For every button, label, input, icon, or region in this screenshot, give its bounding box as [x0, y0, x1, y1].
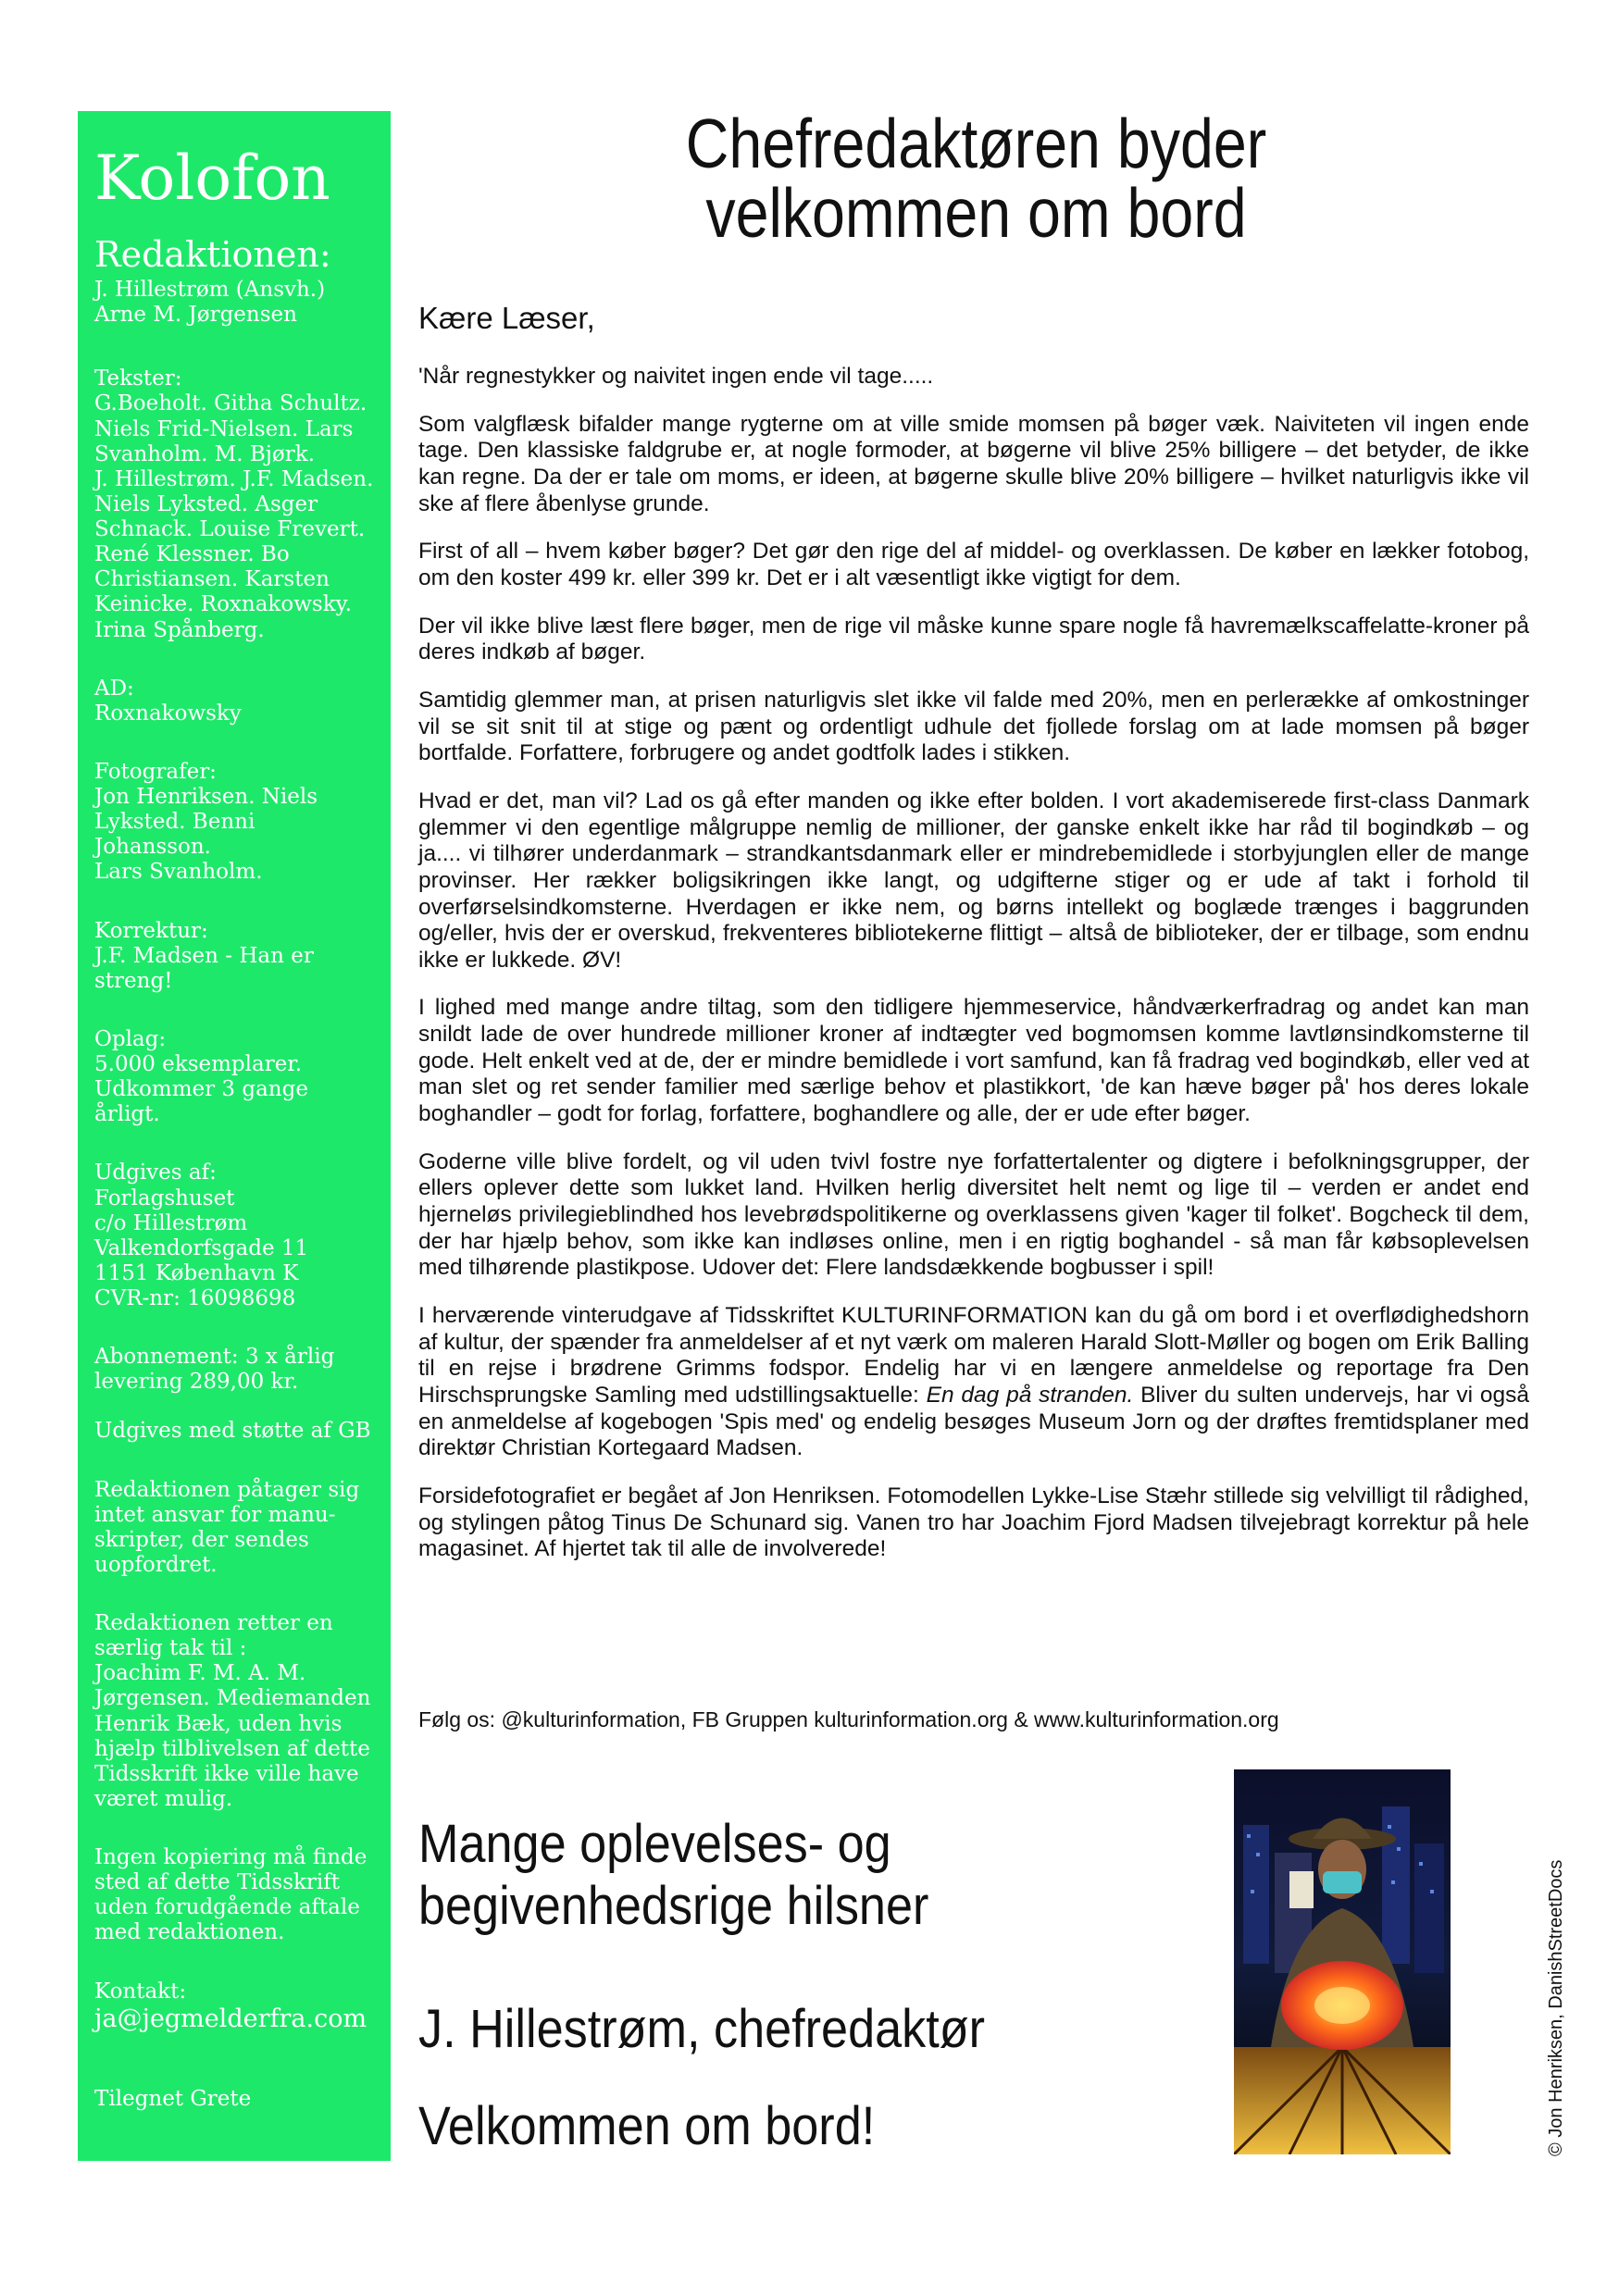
- kolofon-sidebar: [78, 111, 391, 2211]
- korrektur-block: Korrektur: J.F. Madsen - Han er streng!: [94, 918, 314, 993]
- article-body: [418, 364, 1529, 1584]
- ad-block: AD: Roxnakowsky: [94, 676, 242, 726]
- fotografer-block: Fotografer: Jon Henriksen. Niels Lyksted. Benni Johansson. Lars Svanholm.: [94, 759, 318, 885]
- photo-credit: © Jon Henriksen, DanishStreetDocs: [1546, 1859, 1566, 2156]
- cover-photo: [1234, 1769, 1451, 2154]
- kontakt-email[interactable]: ja@jegmelderfra.com: [94, 2004, 367, 2033]
- tilegnet-text: Tilegnet Grete: [94, 2087, 252, 2112]
- article-paragraph: 'Når regnestykker og naivitet ingen ende vil tage.....: [418, 364, 934, 389]
- kopiering-block: Ingen kopiering må finde sted af dette Tidsskrift uden forudgående aftale med redaktionen.: [94, 1845, 367, 1945]
- issn-text: ISSN 2794-8625: [94, 2186, 273, 2211]
- content-text-b: Bliver du sulten undervejs, har vi også en anmeldelse af kogebogen 'Spis med' og endelig besøges Museum Jorn og der drøftes fremtidsplaner med direktør Christian Kortegaard Madsen.: [418, 1383, 1530, 1461]
- article-paragraph: Goderne ville blive fordelt, og vil uden tvivl fostre nye forfattertalenter og digtere i befolkningsgrupper, der ellers oplever dette som lukket land. Hvilken herlig diversitet helt nemt og lige til – verden er andet end hjerneløs privilegieblindhed hos levebrødspolitikerne og overklassens given 'kager til folket'. Bogcheck til dem, der har hjælp behov, som ikke kan indløses online, men i en rigtig boghandel - så man får købsoplevelsen med tilhørende plastikpose. Udover det: Flere landsdækkende bogbusser i spil!: [418, 1148, 1529, 1281]
- article-title-line2: velkommen om bord: [705, 174, 1247, 252]
- article-title-line1: Chefredaktøren byder: [685, 105, 1267, 182]
- article-paragraph: First of all – hvem køber bøger? Det gør den rige del af middel- og overklassen. De køber en lækker fotobog, om den koster 499 kr. eller 399 kr. Det er i alt væsentligt ikke vigtigt for dem.: [418, 539, 1529, 590]
- abonnement-block: Abonnement: 3 x årlig levering 289,00 kr.: [94, 1345, 335, 1395]
- article-paragraph-content: [418, 1303, 1529, 1462]
- stoette-block: Udgives med støtte af GB: [94, 1419, 371, 1444]
- closing-greeting: [418, 1814, 928, 1937]
- redaktionen-heading: Redaktionen:: [94, 234, 331, 275]
- article-paragraph: Der vil ikke blive læst flere bøger, men de rige vil måske kunne spare nogle få havremælkscaffelatte-kroner på deres indkøb af bøger.: [418, 613, 1529, 665]
- tekster-block: Tekster: G.Boeholt. Githa Schultz. Niels Frid-Nielsen. Lars Svanholm. M. Bjørk. J. Hillestrøm. J.F. Madsen. Niels Lyksted. Asger Schnack. Louise Frevert. René Klessner. Bo Christiansen. Karsten Keinicke. Roxnakowsky. Irina Spånberg.: [94, 366, 374, 642]
- udgives-af-block: Udgives af: Forlagshuset c/o Hillestrøm Valkendorfsgade 11 1151 København K CVR-nr: 16098698: [94, 1160, 309, 1310]
- kontakt-label: Kontakt:: [94, 1979, 187, 2004]
- follow-us: Følg os: @kulturinformation, FB Gruppen kulturinformation.org & www.kulturinformation.org: [418, 1707, 1279, 1731]
- kolofon-title: Kolofon: [94, 143, 330, 214]
- article-paragraph: Som valgflæsk bifalder mange rygterne om at ville smide momsen på bøger væk. Naiviteten vil ingen ende tage. Den klassiske faldgrube er, at nogle formoder, at bøgerne vil blive 25% billigere – det betyder, de ikke kan regne. Da der er tale om moms, er ideen, at bøgerne skulle blive 20% billigere – hvilket naturligvis ikke vil ske af flere åbenlyse grunde.: [418, 411, 1529, 516]
- article-paragraph: Hvad er det, man vil? Lad os gå efter manden og ikke efter bolden. I vort akademiserede first-class Danmark glemmer vi den egentlige målgruppe nemlig de millioner, der ganske enkelt ikke har råd til bogindkøb – og ja.... vi tilhører underdanmark – strandkantsdanmark eller er mindrebemidlede i storbyjunglen eller de mange provinser. Her rækker boligsikringen ikke langt, og udgifterne stiger og er ude af takt i forhold til overførselsindkomsterne. Hverdagen er ikke nem, og børns intellekt og boglæde trænges i baggrunden og/eller, hvis der er overskud, frekventeres bibliotekerne flittigt – altså de biblioteker, der er tilbage, som endnu ikke er lukkede. ØV!: [418, 788, 1529, 973]
- closing-line2: begivenhedsrige hilsner: [418, 1875, 929, 1936]
- oplag-block: Oplag: 5.000 eksemplarer. Udkommer 3 gange årligt.: [94, 1026, 308, 1127]
- closing-line1: Mange oplevelses- og: [418, 1814, 891, 1874]
- salutation: Kære Læser,: [418, 301, 595, 335]
- tak-block: Redaktionen retter en særlig tak til : Joachim F. M. A. M. Jørgensen. Mediemanden Henrik Bæk, uden hvis hjælp tilblivelsen af dette Tidsskrift ikke ville have været mulig.: [94, 1611, 371, 1811]
- ansvar-block: Redaktionen påtager sig intet ansvar for manu- skripter, der sendes uopfordret.: [94, 1477, 360, 1577]
- welcome-text: Velkommen om bord!: [418, 2096, 876, 2156]
- exhibition-title: En dag på stranden.: [926, 1383, 1134, 1408]
- signature: J. Hillestrøm, chefredaktør: [418, 1999, 985, 2059]
- redaktionen-names: J. Hillestrøm (Ansvh.) Arne M. Jørgensen: [94, 278, 326, 328]
- content-text-a: I herværende vinterudgave af Tidsskriftet KULTURINFORMATION kan du gå om bord i et overflødighedshorn af kultur, der spænder fra anmeldelser af et nyt værk om maleren Harald Slott-Møller og bogen om Erik Balling til en rejse i brødrene Grimms fodspor. Endelig har vi en længere anmeldelse og reportage fra Den Hirschsprungske Samling med udstillingsaktuelle:: [418, 1303, 1529, 1408]
- cover-photo-image: [1234, 1769, 1451, 2154]
- article-paragraph-photo: Forsidefotografiet er begået af Jon Henriksen. Fotomodellen Lykke-Lise Stæhr stillede sig velvilligt til rådighed, og stylingen påtog Tinus De Schunard sig. Vanen tro har Joachim Fjord Madsen tilvejebragt korrektur på hele magasinet. Af hjertet tak til alle de involverede!: [418, 1483, 1529, 1562]
- article-paragraph: I lighed med mange andre tiltag, som den tidligere hjemmeservice, håndværkerfradrag og andet kan man snildt lade de over hundrede millioner kroner af indtægter ved bogmomsen komme lavtlønsindkomsterne til gode. Helt enkelt ved at de, der er mindre bemidlede i vort samfund, kan få fradrag ved bogindkøb, eller ved at man slet og ret sender familier med særlige behov et plastikkort, 'de kan hæve bøger på' hos deres lokale boghandler – godt for forlag, forfattere, boghandlere og alle, der er ude efter bøger.: [418, 995, 1529, 1127]
- article-paragraph: Samtidig glemmer man, at prisen naturligvis slet ikke vil falde med 20%, men en perlerække af omkostninger vil se sit snit til at stige og pænt og ordentligt udhule det fjollede forslag om at lade momsen på bøger bortfalde. Forfattere, forbrugere og andet godtfolk lades i stikken.: [418, 687, 1529, 766]
- article-title: [496, 105, 1455, 252]
